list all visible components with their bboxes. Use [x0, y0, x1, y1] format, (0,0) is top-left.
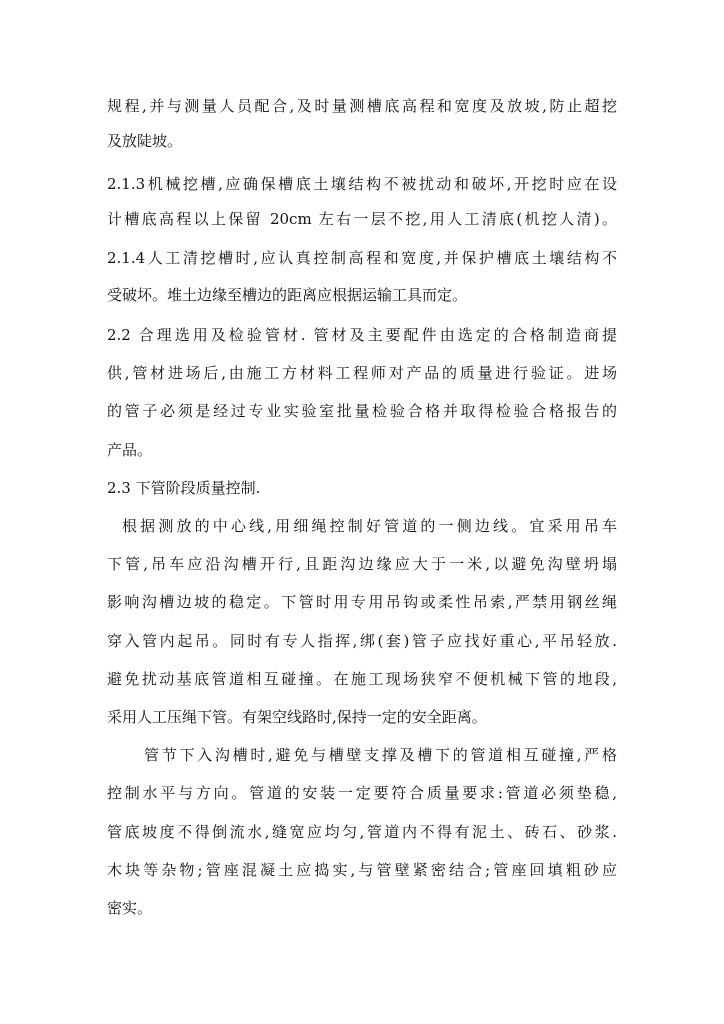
text-line: 2.2 合理选用及检验管材. 管材及主要配件由选定的合格制造商提	[107, 326, 617, 344]
text-line: 避免扰动基底管道相互碰撞。在施工现场狭窄不便机械下管的地段,	[107, 670, 617, 688]
text-line: 根据测放的中心线,用细绳控制好管道的一侧边线。宜采用吊车	[122, 517, 617, 535]
text-line: 的管子必须是经过专业实验室批量检验合格并取得检验合格报告的	[107, 402, 617, 420]
text-line: 穿入管内起吊。同时有专人指挥,绑(套)管子应找好重心,平吊轻放.	[107, 632, 617, 650]
text-line: 2.1.3机械挖槽,应确保槽底土壤结构不被扰动和破坏,开挖时应在设	[107, 175, 617, 193]
text-line: 控制水平与方向。管道的安装一定要符合质量要求:管道必须垫稳,	[107, 784, 617, 802]
text-line: 及放陡坡。	[107, 132, 183, 150]
text-line: 产品。	[107, 441, 153, 459]
text-line: 计槽底高程以上保留 20cm 左右一层不挖,用人工清底(机挖人清)。	[107, 210, 617, 228]
text-line: 规程,并与测量人员配合,及时量测槽底高程和宽度及放坡,防止超挖	[107, 97, 617, 115]
text-line: 2.1.4人工清挖槽时,应认真控制高程和宽度,并保护槽底土壤结构不	[107, 249, 617, 267]
text-line: 管节下入沟槽时,避免与槽壁支撑及槽下的管道相互碰撞,严格	[144, 746, 617, 764]
section-heading: 2.3 下管阶段质量控制.	[107, 479, 261, 497]
text-line: 供,管材进场后,由施工方材料工程师对产品的质量进行验证。进场	[107, 364, 617, 382]
text-line: 采用人工压绳下管。有架空线路时,保持一定的安全距离。	[107, 708, 487, 726]
text-line: 下管,吊车应沿沟槽开行,且距沟边缘应大于一米,以避免沟壁坍塌	[107, 555, 617, 573]
text-line: 受破坏。堆土边缘至槽边的距离应根据运输工具而定。	[107, 286, 468, 304]
text-line: 木块等杂物;管座混凝土应捣实,与管壁紧密结合;管座回填粗砂应	[107, 861, 617, 879]
text-line: 密实。	[107, 899, 153, 917]
text-line: 管底坡度不得倒流水,缝宽应均匀,管道内不得有泥土、砖石、砂浆.	[107, 823, 617, 841]
text-line: 影响沟槽边坡的稳定。下管时用专用吊钩或柔性吊索,严禁用钢丝绳	[107, 593, 617, 611]
